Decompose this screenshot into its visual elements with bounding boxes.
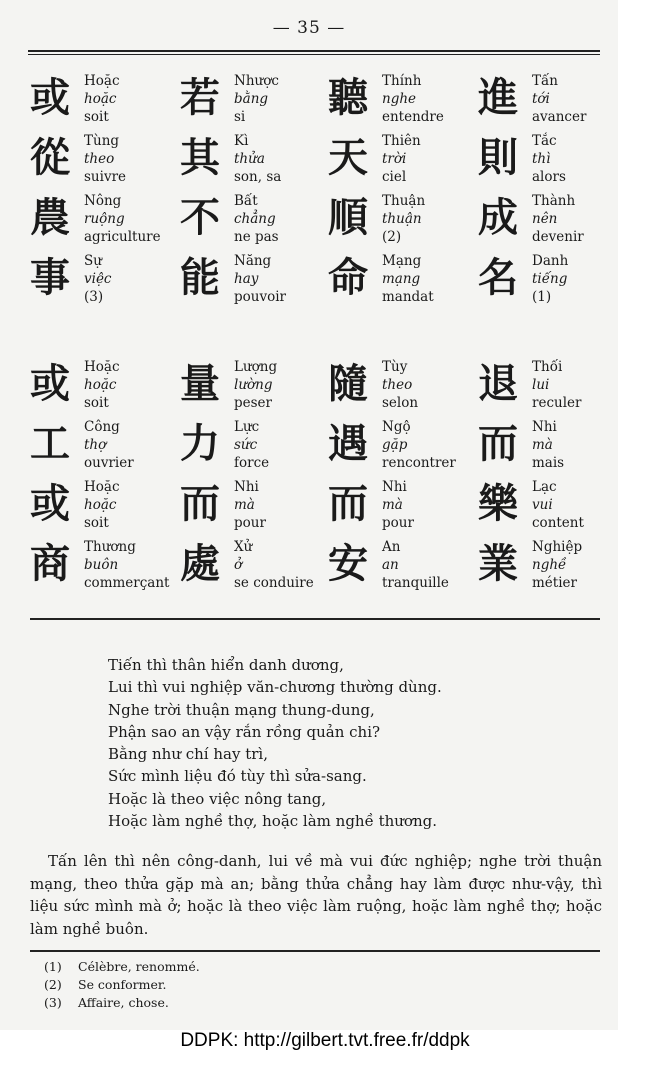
french-meaning: commerçant bbox=[84, 575, 170, 591]
gloss bbox=[532, 478, 584, 532]
verse-line: Nghe trời thuận mạng thung-dung, bbox=[108, 700, 375, 719]
han-character: 名 bbox=[478, 255, 518, 301]
han-character: 命 bbox=[328, 255, 368, 301]
vocab-column bbox=[24, 358, 174, 618]
vocab-entry bbox=[322, 72, 472, 132]
vietnamese-meaning: chẳng bbox=[234, 211, 276, 227]
source-footer: DDPK: http://gilbert.tvt.free.fr/ddpk bbox=[180, 1030, 470, 1051]
vocab-entry bbox=[24, 358, 174, 418]
french-meaning: ciel bbox=[382, 169, 407, 185]
french-meaning: devenir bbox=[532, 229, 584, 245]
vietnamese-meaning: tới bbox=[532, 91, 550, 107]
sino-vietnamese-reading: Tùng bbox=[84, 133, 120, 149]
sino-vietnamese-reading: Thành bbox=[532, 193, 576, 209]
vocab-entry bbox=[472, 192, 622, 252]
french-meaning: pour bbox=[234, 515, 266, 531]
vietnamese-meaning: ruộng bbox=[84, 211, 125, 227]
verse-line: Lui thì vui nghiệp văn-chương thường dùng. bbox=[108, 678, 442, 697]
han-character: 從 bbox=[30, 135, 70, 181]
french-meaning: soit bbox=[84, 395, 109, 411]
gloss bbox=[234, 72, 279, 126]
gloss bbox=[84, 72, 120, 126]
vocab-entry bbox=[472, 418, 622, 478]
vietnamese-meaning: an bbox=[382, 557, 399, 573]
french-meaning: se conduire bbox=[234, 575, 314, 591]
french-meaning: soit bbox=[84, 515, 109, 531]
sino-vietnamese-reading: Bất bbox=[234, 193, 258, 209]
french-meaning: rencontrer bbox=[382, 455, 456, 471]
vocab-column bbox=[174, 72, 324, 332]
sino-vietnamese-reading: Nghiệp bbox=[532, 539, 583, 555]
vietnamese-meaning: vui bbox=[532, 497, 553, 513]
sino-vietnamese-reading: Nông bbox=[84, 193, 122, 209]
han-character: 處 bbox=[180, 541, 220, 587]
sino-vietnamese-reading: Tấn bbox=[532, 73, 558, 89]
vocab-entry bbox=[472, 358, 622, 418]
vocab-column bbox=[322, 358, 472, 618]
han-character: 而 bbox=[478, 421, 518, 467]
french-meaning: son, sa bbox=[234, 169, 282, 185]
gloss bbox=[234, 418, 269, 472]
footnote-text: Se conformer. bbox=[78, 977, 167, 992]
sino-vietnamese-reading: Năng bbox=[234, 253, 272, 269]
vietnamese-meaning: hoặc bbox=[84, 497, 117, 513]
han-character: 而 bbox=[180, 481, 220, 527]
vocab-entry bbox=[174, 358, 324, 418]
vietnamese-meaning: gặp bbox=[382, 437, 408, 453]
han-character: 成 bbox=[478, 195, 518, 241]
gloss bbox=[234, 192, 279, 246]
sino-vietnamese-reading: Ngộ bbox=[382, 419, 411, 435]
vocab-entry bbox=[174, 252, 324, 312]
vietnamese-meaning: nghe bbox=[382, 91, 417, 107]
vocab-column bbox=[24, 72, 174, 332]
gloss bbox=[532, 418, 564, 472]
french-meaning: ne pas bbox=[234, 229, 279, 245]
sino-vietnamese-reading: Nhi bbox=[234, 479, 259, 495]
french-meaning: tranquille bbox=[382, 575, 449, 591]
french-meaning: soit bbox=[84, 109, 109, 125]
han-character: 樂 bbox=[478, 481, 518, 527]
gloss bbox=[84, 538, 169, 592]
footnotes bbox=[44, 958, 200, 1012]
vocab-entry bbox=[322, 132, 472, 192]
han-character: 順 bbox=[328, 195, 368, 241]
french-meaning: mais bbox=[532, 455, 565, 471]
vocab-entry bbox=[472, 132, 622, 192]
verse-line: Tiến thì thân hiển danh dương, bbox=[108, 656, 344, 674]
han-character: 商 bbox=[30, 541, 70, 587]
vocab-entry bbox=[24, 418, 174, 478]
french-meaning: selon bbox=[382, 395, 419, 411]
vietnamese-meaning: bằng bbox=[234, 91, 269, 107]
vocab-entry bbox=[174, 418, 324, 478]
vietnamese-meaning: theo bbox=[382, 377, 413, 393]
vocab-entry bbox=[472, 72, 622, 132]
gloss bbox=[382, 538, 449, 592]
vietnamese-meaning: theo bbox=[84, 151, 115, 167]
han-character: 其 bbox=[180, 135, 220, 181]
vocab-entry bbox=[174, 478, 324, 538]
french-meaning: pour bbox=[382, 515, 414, 531]
vietnamese-meaning: mạng bbox=[382, 271, 421, 287]
french-meaning: avancer bbox=[532, 109, 587, 125]
vietnamese-meaning: ở bbox=[234, 557, 243, 573]
han-character: 事 bbox=[30, 255, 70, 301]
french-meaning: content bbox=[532, 515, 584, 531]
french-meaning: peser bbox=[234, 395, 273, 411]
sino-vietnamese-reading: Tùy bbox=[382, 359, 408, 375]
sino-vietnamese-reading: Tắc bbox=[532, 133, 557, 149]
top-rule bbox=[28, 50, 600, 52]
sino-vietnamese-reading: Thuận bbox=[382, 193, 426, 209]
verse-line: Bằng như chí hay trì, bbox=[108, 745, 268, 764]
vocab-entry bbox=[472, 252, 622, 312]
sino-vietnamese-reading: Lượng bbox=[234, 359, 278, 375]
gloss bbox=[532, 252, 568, 306]
sino-vietnamese-reading: Thối bbox=[532, 359, 563, 375]
vietnamese-meaning: thuận bbox=[382, 211, 422, 227]
section-rule bbox=[30, 618, 600, 620]
sino-vietnamese-reading: Thương bbox=[84, 539, 136, 555]
verse-line: Sức mình liệu đó tùy thì sửa-sang. bbox=[108, 767, 367, 786]
sino-vietnamese-reading: Lạc bbox=[532, 479, 557, 495]
han-character: 退 bbox=[478, 361, 518, 407]
gloss bbox=[382, 252, 434, 306]
sino-vietnamese-reading: Xử bbox=[234, 539, 253, 555]
french-meaning: métier bbox=[532, 575, 577, 591]
gloss bbox=[382, 72, 444, 126]
vietnamese-meaning: thửa bbox=[234, 151, 265, 167]
vietnamese-meaning: mà bbox=[234, 497, 255, 513]
han-character: 若 bbox=[180, 75, 220, 121]
gloss bbox=[234, 538, 314, 592]
vocab-entry bbox=[174, 192, 324, 252]
han-character: 遇 bbox=[328, 421, 368, 467]
vietnamese-meaning: hay bbox=[234, 271, 259, 287]
gloss bbox=[234, 132, 281, 186]
vocab-entry bbox=[24, 252, 174, 312]
vocab-entry bbox=[174, 538, 324, 598]
gloss bbox=[532, 132, 566, 186]
vocab-entry bbox=[24, 132, 174, 192]
vietnamese-meaning: trời bbox=[382, 151, 407, 167]
han-character: 農 bbox=[30, 195, 70, 241]
french-meaning: alors bbox=[532, 169, 566, 185]
french-meaning: entendre bbox=[382, 109, 444, 125]
han-character: 而 bbox=[328, 481, 368, 527]
han-character: 工 bbox=[30, 421, 70, 467]
vocab-entry bbox=[322, 252, 472, 312]
verse-line: Phận sao an vậy rắn rồng quản chi? bbox=[108, 722, 381, 741]
han-character: 量 bbox=[180, 361, 220, 407]
vocab-entry bbox=[24, 192, 174, 252]
gloss bbox=[84, 358, 120, 412]
footnote-rule bbox=[30, 950, 600, 952]
gloss bbox=[532, 538, 582, 592]
french-meaning: (2) bbox=[382, 229, 402, 245]
vocab-entry bbox=[174, 132, 324, 192]
vocab-column bbox=[472, 72, 622, 332]
french-meaning: (3) bbox=[84, 289, 104, 305]
sino-vietnamese-reading: Kì bbox=[234, 133, 249, 149]
french-meaning: force bbox=[234, 455, 270, 471]
sino-vietnamese-reading: Công bbox=[84, 419, 120, 435]
french-meaning: mandat bbox=[382, 289, 434, 305]
vocab-column bbox=[174, 358, 324, 618]
gloss bbox=[532, 192, 584, 246]
gloss bbox=[234, 478, 266, 532]
vietnamese-meaning: buôn bbox=[84, 557, 119, 573]
verse-line: Hoặc làm nghề thợ, hoặc làm nghề thương. bbox=[108, 812, 437, 831]
vocab-column bbox=[322, 72, 472, 332]
han-character: 能 bbox=[180, 255, 220, 301]
sino-vietnamese-reading: An bbox=[382, 539, 401, 555]
gloss bbox=[84, 478, 120, 532]
vocab-column bbox=[472, 358, 622, 618]
vocab-entry bbox=[322, 418, 472, 478]
footnote-number: (2) bbox=[44, 977, 62, 992]
vocab-entry bbox=[24, 72, 174, 132]
han-character: 進 bbox=[478, 75, 518, 121]
vocab-entry bbox=[322, 538, 472, 598]
vocab-entry bbox=[472, 478, 622, 538]
sino-vietnamese-reading: Mạng bbox=[382, 253, 422, 269]
vocab-entry bbox=[24, 478, 174, 538]
han-character: 聽 bbox=[328, 75, 368, 121]
vocab-block-2 bbox=[24, 358, 604, 618]
sino-vietnamese-reading: Nhi bbox=[382, 479, 407, 495]
french-meaning: si bbox=[234, 109, 246, 125]
footnote bbox=[44, 994, 200, 1012]
french-meaning: pouvoir bbox=[234, 289, 286, 305]
french-meaning: suivre bbox=[84, 169, 127, 185]
vietnamese-meaning: thì bbox=[532, 151, 551, 167]
vocab-entry bbox=[472, 538, 622, 598]
sino-vietnamese-reading: Thính bbox=[382, 73, 422, 89]
vietnamese-meaning: sức bbox=[234, 437, 258, 453]
vocab-entry bbox=[24, 538, 174, 598]
han-character: 則 bbox=[478, 135, 518, 181]
gloss bbox=[532, 358, 581, 412]
vocab-entry bbox=[322, 358, 472, 418]
han-character: 力 bbox=[180, 421, 220, 467]
vocab-entry bbox=[322, 192, 472, 252]
page-number: — 35 — bbox=[272, 18, 346, 38]
french-meaning: reculer bbox=[532, 395, 582, 411]
footnote bbox=[44, 958, 200, 976]
sino-vietnamese-reading: Hoặc bbox=[84, 73, 120, 89]
verse-poem bbox=[108, 654, 442, 832]
footnote-text: Célèbre, renommé. bbox=[78, 959, 200, 974]
han-character: 或 bbox=[30, 481, 70, 527]
gloss bbox=[382, 132, 421, 186]
verse-line: Hoặc là theo việc nông tang, bbox=[108, 789, 327, 808]
vietnamese-meaning: hoặc bbox=[84, 91, 117, 107]
sino-vietnamese-reading: Lực bbox=[234, 419, 260, 435]
sino-vietnamese-reading: Danh bbox=[532, 253, 569, 269]
vocab-block-1 bbox=[24, 72, 604, 332]
vietnamese-meaning: hoặc bbox=[84, 377, 117, 393]
footnote-number: (3) bbox=[44, 995, 62, 1010]
vietnamese-meaning: mà bbox=[532, 437, 553, 453]
han-character: 隨 bbox=[328, 361, 368, 407]
gloss bbox=[382, 418, 456, 472]
gloss bbox=[382, 192, 425, 246]
han-character: 天 bbox=[328, 135, 368, 181]
footnote-number: (1) bbox=[44, 959, 62, 974]
vietnamese-meaning: việc bbox=[84, 271, 112, 287]
vietnamese-meaning: nên bbox=[532, 211, 558, 227]
vietnamese-meaning: lui bbox=[532, 377, 550, 393]
vietnamese-meaning: tiếng bbox=[532, 271, 568, 287]
gloss bbox=[532, 72, 586, 126]
french-meaning: (1) bbox=[532, 289, 552, 305]
french-meaning: agriculture bbox=[84, 229, 161, 245]
han-character: 不 bbox=[180, 195, 220, 241]
prose-translation: Tấn lên thì nên công-danh, lui về mà vui đức nghiệp; nghe trời thuận mạng, theo thửa gặp mà an; bằng thửa chẳng hay làm được như-vậy, thì liệu sức mình mà ở; hoặc là theo việc làm ruộng, hoặc làm nghề thợ; hoặc làm nghề buôn. bbox=[30, 852, 602, 938]
gloss bbox=[382, 478, 414, 532]
vietnamese-meaning: lường bbox=[234, 377, 273, 393]
gloss bbox=[234, 358, 277, 412]
han-character: 或 bbox=[30, 75, 70, 121]
vietnamese-meaning: nghề bbox=[532, 557, 567, 573]
gloss bbox=[84, 132, 126, 186]
sino-vietnamese-reading: Nhi bbox=[532, 419, 557, 435]
sino-vietnamese-reading: Thiên bbox=[382, 133, 421, 149]
gloss bbox=[84, 192, 161, 246]
han-character: 業 bbox=[478, 541, 518, 587]
top-rule-thin bbox=[28, 54, 600, 55]
vietnamese-meaning: mà bbox=[382, 497, 403, 513]
sino-vietnamese-reading: Nhược bbox=[234, 73, 279, 89]
han-character: 或 bbox=[30, 361, 70, 407]
gloss bbox=[382, 358, 418, 412]
sino-vietnamese-reading: Hoặc bbox=[84, 359, 120, 375]
sino-vietnamese-reading: Hoặc bbox=[84, 479, 120, 495]
gloss bbox=[234, 252, 286, 306]
vocab-entry bbox=[174, 72, 324, 132]
footnote bbox=[44, 976, 200, 994]
footnote-text: Affaire, chose. bbox=[78, 995, 169, 1010]
vietnamese-meaning: thợ bbox=[84, 437, 107, 453]
french-meaning: ouvrier bbox=[84, 455, 134, 471]
sino-vietnamese-reading: Sự bbox=[84, 253, 102, 269]
han-character: 安 bbox=[328, 541, 368, 587]
gloss bbox=[84, 418, 134, 472]
gloss bbox=[84, 252, 112, 306]
vocab-entry bbox=[322, 478, 472, 538]
